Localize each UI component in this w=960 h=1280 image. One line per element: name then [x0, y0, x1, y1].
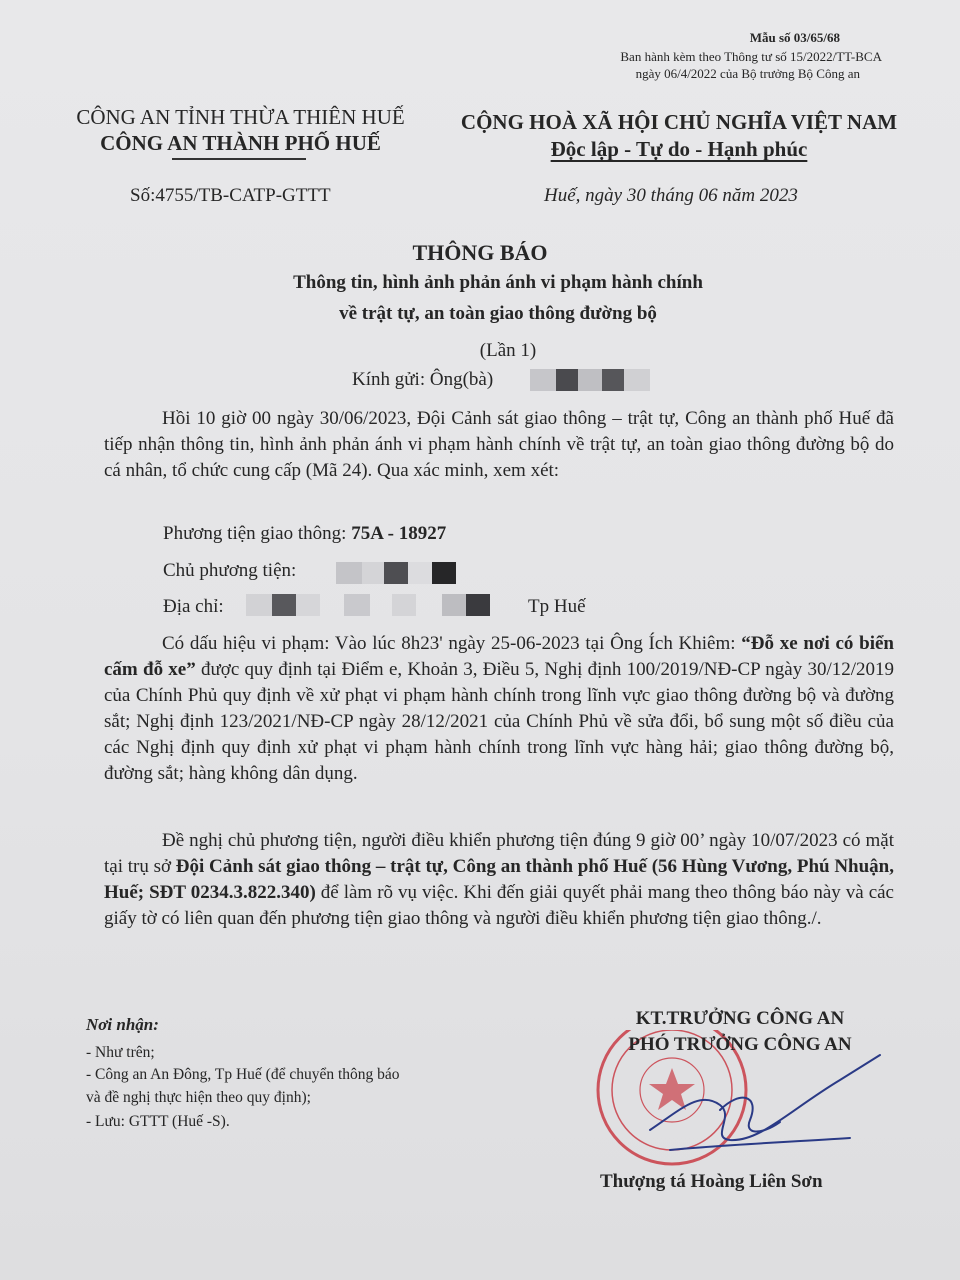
request-intro: Đề nghị chủ phương tiện, người điều khiển phương tiện đúng 9 giờ 00’ ngày 10/07/2023 có mặt tại trụ sở [104, 830, 894, 877]
request-paragraph [104, 828, 894, 932]
recipient-item: - Lưu: GTTT (Huế -S). [86, 1113, 230, 1130]
handwritten-signature [640, 1050, 900, 1175]
issued-with-line2: ngày 06/4/2022 của Bộ trưởng Bộ Công an [635, 66, 860, 81]
subtitle-line2: về trật tự, an toàn giao thông đường bộ [339, 303, 657, 324]
violation-legal-basis: được quy định tại Điểm e, Khoản 3, Điều 5, Nghị định 100/2019/NĐ-CP ngày 30/12/2019 của Chính Phủ quy định về xử phạt vi phạm hành chính trong lĩnh vực giao thông đường bộ và đường sắt; Nghị định 123/2021/NĐ-CP ngày 28/12/2021 của Chính Phủ về sửa đổi, bổ sung một số điều của các Nghị định quy định xử phạt vi phạm hành chính trong lĩnh vực hàng hải; giao thông đường bộ, đường sắt; hàng không dân dụng. [104, 659, 894, 784]
violation-paragraph [104, 631, 894, 787]
recipient-item: và đề nghị thực hiện theo quy định); [86, 1089, 311, 1106]
vehicle-label: Phương tiện giao thông: [163, 523, 352, 544]
address-field [163, 596, 224, 618]
violation-intro: Có dấu hiệu vi phạm: Vào lúc 8h23' ngày 25-06-2023 tại Ông Ích Khiêm: [162, 633, 742, 654]
signature-title-line2: PHÓ TRƯỞNG CÔNG AN [628, 1034, 852, 1055]
agency-name [68, 131, 413, 156]
subtitle-line1: Thông tin, hình ảnh phản ánh vi phạm hành chính [293, 272, 703, 293]
recipients-label: Nơi nhận: [86, 1015, 159, 1034]
form-number: Mẫu số 03/65/68 [749, 30, 840, 45]
motto [456, 137, 902, 162]
owner-label: Chủ phương tiện: [163, 560, 297, 581]
recipient-item: - Như trên; [86, 1044, 155, 1061]
address-label: Địa chỉ: [163, 596, 224, 617]
country-name: CỘNG HOÀ XÃ HỘI CHỦ NGHĨA VIỆT NAM [460, 110, 898, 134]
notice-times: (Lần 1) [479, 340, 537, 361]
request-office: Đội Cảnh sát giao thông – trật tự, Công an thành phố Huế (56 Hùng Vương, Phú Nhuận, Huế; SĐT 0234.3.822.340) [104, 856, 894, 903]
agency-parent: CÔNG AN TỈNH THỪA THIÊN HUẾ [76, 105, 405, 129]
vehicle-field [163, 523, 446, 545]
vehicle-plate: 75A - 18927 [351, 523, 447, 544]
document-number: Số:4755/TB-CATP-GTTT [130, 185, 331, 206]
document-title: THÔNG BÁO [412, 240, 548, 265]
owner-field [163, 560, 296, 582]
intro-paragraph: Hồi 10 giờ 00 ngày 30/06/2023, Đội Cảnh sát giao thông – trật tự, Công an thành phố Huế đã tiếp nhận thông tin, hình ảnh phản ánh vi phạm hành chính về trật tự, an toàn giao thông đường bộ do cá nhân, tổ chức cung cấp (Mã 24). Qua xác minh, xem xét: [104, 408, 894, 481]
issued-with-line1: Ban hành kèm theo Thông tư số 15/2022/TT-BCA [620, 49, 882, 64]
agency-underline [172, 158, 306, 160]
recipient-item: - Công an An Đông, Tp Huế (để chuyển thông báo [86, 1066, 400, 1083]
address-city: Tp Huế [528, 596, 586, 617]
signature-title-line1: KT.TRƯỞNG CÔNG AN [635, 1008, 845, 1029]
signer-name: Thượng tá Hoàng Liên Sơn [600, 1171, 823, 1192]
place-date: Huế, ngày 30 tháng 06 năm 2023 [544, 185, 798, 206]
agency-name-text: CÔNG AN THÀNH PHỐ HUẾ [100, 131, 381, 155]
request-rest: để làm rõ vụ việc. Khi đến giải quyết phải mang theo thông báo này và các giấy tờ có liên quan đến phương tiện giao thông và người điều khiển phương tiện giao thông./. [104, 882, 894, 929]
violation-name: “Đỗ xe nơi có biển cấm đỗ xe” [104, 633, 894, 680]
motto-text: Độc lập - Tự do - Hạnh phúc [550, 137, 808, 161]
recipient-label: Kính gửi: Ông(bà) [352, 369, 494, 390]
